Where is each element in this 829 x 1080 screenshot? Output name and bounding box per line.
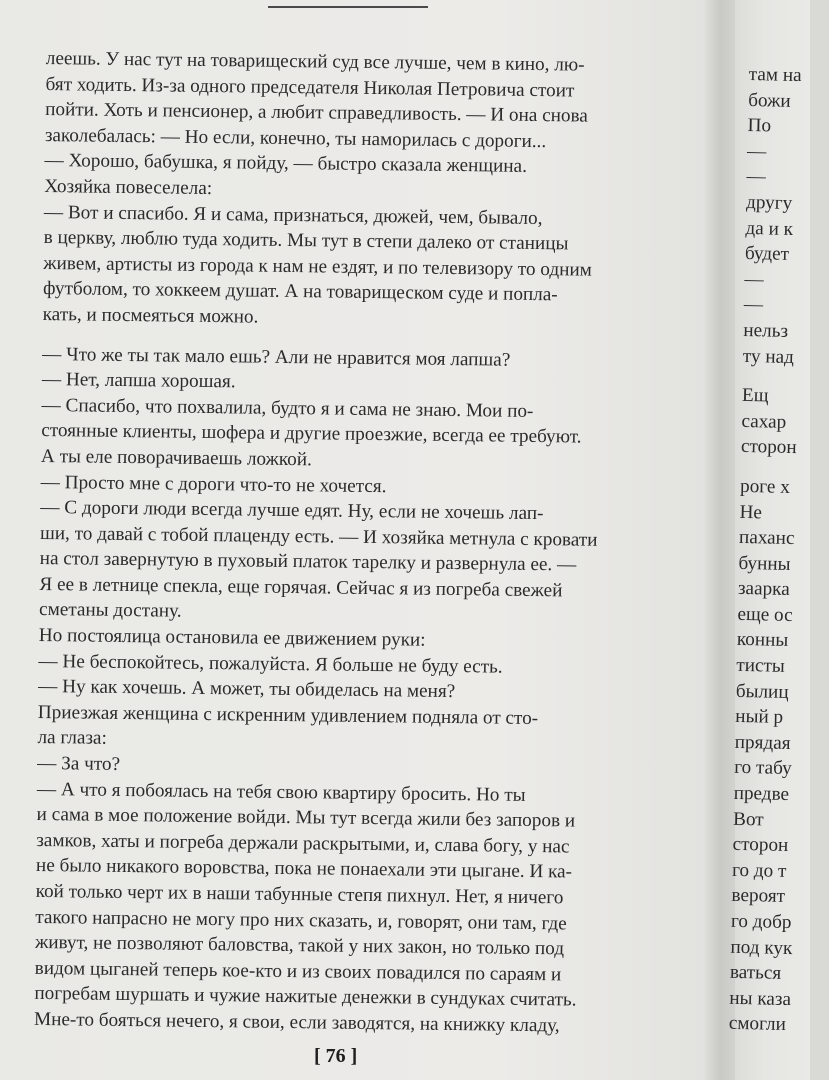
text-line: замков, хаты и погреба держали раскрытыми, и, слава богу, у нас xyxy=(36,829,570,858)
text-line: такого напрасно не могу про них сказать, и, говорят, они там, где xyxy=(35,906,567,935)
text-line: пойти. Хоть и пенсионер, а любит справедливость. — И она снова xyxy=(45,99,588,127)
right-page-text xyxy=(729,62,829,1038)
text-line: ши, то давай с тобой плаценду есть. — И хозяйка метнула с кровати xyxy=(39,522,598,551)
text-line: ту над xyxy=(742,345,795,368)
text-line: Не xyxy=(739,501,763,523)
text-line: сахар xyxy=(741,410,787,433)
right-page xyxy=(728,0,810,1080)
text-line: заколебалась: — Но если, конечно, ты наморилась с дороги... xyxy=(44,124,547,152)
text-line: бунны xyxy=(738,552,791,575)
text-line: и сама в мое положение войди. Мы тут всегда жили без запоров и xyxy=(36,804,576,832)
text-line: ваться xyxy=(729,961,782,985)
text-line: Я ее в летнице спекла, еще горячая. Сейчас я из погреба свежей xyxy=(39,573,563,602)
text-line: — С дороги люди всегда лучше едят. Ну, если не хочешь лап- xyxy=(40,497,544,525)
text-line: Но постоялица остановила ее движением руки: xyxy=(38,625,426,651)
text-line: сторон xyxy=(732,834,789,857)
text-line: — Что же ты так мало ешь? Али не нравится моя лапша? xyxy=(42,343,511,371)
text-line: Приезжая женщина с искренним удивлением подняла от сто- xyxy=(37,701,539,729)
text-line: Вот xyxy=(732,808,764,831)
text-line: го табу xyxy=(733,757,792,780)
text-line: — Просто мне с дороги что-то не хочется. xyxy=(40,471,387,497)
text-line: будет xyxy=(744,243,790,266)
text-line: ны каза xyxy=(729,987,792,1010)
header-rule xyxy=(268,6,428,8)
text-line: — За что? xyxy=(37,752,121,775)
text-line: Мне-то бояться нечего, я свои, если заводятся, на книжку кладу, xyxy=(33,1008,560,1037)
text-line: божи xyxy=(747,89,791,112)
text-line: там на xyxy=(748,63,802,87)
text-line: живем, артисты из города к нам не ездят, и по телевизору то одним xyxy=(43,252,592,281)
text-line: — Вот и спасибо. Я и сама, признаться, дюжей, чем, бывало, xyxy=(43,201,543,229)
text-line: тисты xyxy=(736,654,786,677)
text-line: конны xyxy=(736,629,789,652)
text-line: былиц xyxy=(735,680,789,703)
text-line: — xyxy=(746,166,766,188)
text-line: под кук xyxy=(730,936,793,959)
text-line: другу xyxy=(745,191,793,214)
text-line: Хозяйка повеселела: xyxy=(44,175,213,200)
text-line: — Спасибо, что похвалила, будто я и сама не знаю. Мои по- xyxy=(41,394,534,422)
text-line: кать, и посмеяться можно. xyxy=(42,303,259,328)
text-line: го до т xyxy=(731,859,787,882)
text-line: — Ну как хочешь. А может, ты обиделась на меня? xyxy=(38,676,456,703)
text-line: сторон xyxy=(740,436,797,459)
text-line: в церкву, люблю туда ходить. Мы тут в степи далеко от станицы xyxy=(43,227,569,255)
text-line: леешь. У нас тут на товарищеский суд все лучше, чем в кино, лю- xyxy=(45,47,585,76)
text-line: роге х xyxy=(739,475,791,498)
text-line: бят ходить. Из-за одного председателя Николая Петровича стоит xyxy=(45,73,575,102)
text-line: стоянные клиенты, шофера и другие проезжие, всегда ее требуют. xyxy=(41,420,582,448)
text-line: нельз xyxy=(743,319,789,342)
text-line: не было никакого воровства, пока не понаехали эти цыгане. И ка- xyxy=(35,855,573,883)
text-line: футболом, то хоккеем душат. А на товарищеском суде и попла- xyxy=(42,278,558,306)
text-line: паханс xyxy=(738,526,795,550)
text-line: По xyxy=(747,115,772,137)
text-line: — Хорошо, бабушка, я пойду, — быстро сказала женщина. xyxy=(44,150,528,178)
text-line: — xyxy=(746,140,767,163)
text-line: да и к xyxy=(745,217,794,240)
text-line: сметаны достану. xyxy=(38,599,182,623)
text-line: — xyxy=(744,268,764,291)
text-line: живут, не позволяют баловства, такой у них закон, но только под xyxy=(34,932,565,960)
text-line: погребам шуршать и чужие нажитые денежки в сундуках считать. xyxy=(34,983,577,1011)
text-line: ла глаза: xyxy=(37,727,107,750)
text-line: — xyxy=(743,294,764,316)
text-line: кой только черт их в наши табунные степя пихнул. Нет, я ничего xyxy=(35,880,564,909)
text-line: предве xyxy=(733,782,790,806)
text-line: заарка xyxy=(737,578,790,601)
text-line: ный р xyxy=(735,706,784,729)
text-line: на стол завернутую в пуховый платок тарелку и развернула ее. — xyxy=(39,548,577,576)
text-line: смогли xyxy=(728,1013,787,1036)
text-line: Ещ xyxy=(741,385,769,407)
text-line: — Не беспокойтесь, пожалуйста. Я больше не буду есть. xyxy=(38,650,503,678)
page-number: [ 76 ] xyxy=(314,1045,358,1067)
text-line: го добр xyxy=(730,910,792,934)
text-line: — Нет, лапша хорошая. xyxy=(41,369,236,393)
text-line: прядая xyxy=(734,731,791,754)
body-text xyxy=(34,46,650,1040)
text-line: вероят xyxy=(731,885,786,908)
text-line: А ты еле поворачиваешь ложкой. xyxy=(40,445,312,471)
text-line: — А что я побоялась на тебя свою квартиру бросить. Но ты xyxy=(36,778,526,806)
text-line: еще ос xyxy=(737,603,793,626)
text-line: видом цыганей теперь кое-кто и из своих повадился по сараям и xyxy=(34,957,562,986)
